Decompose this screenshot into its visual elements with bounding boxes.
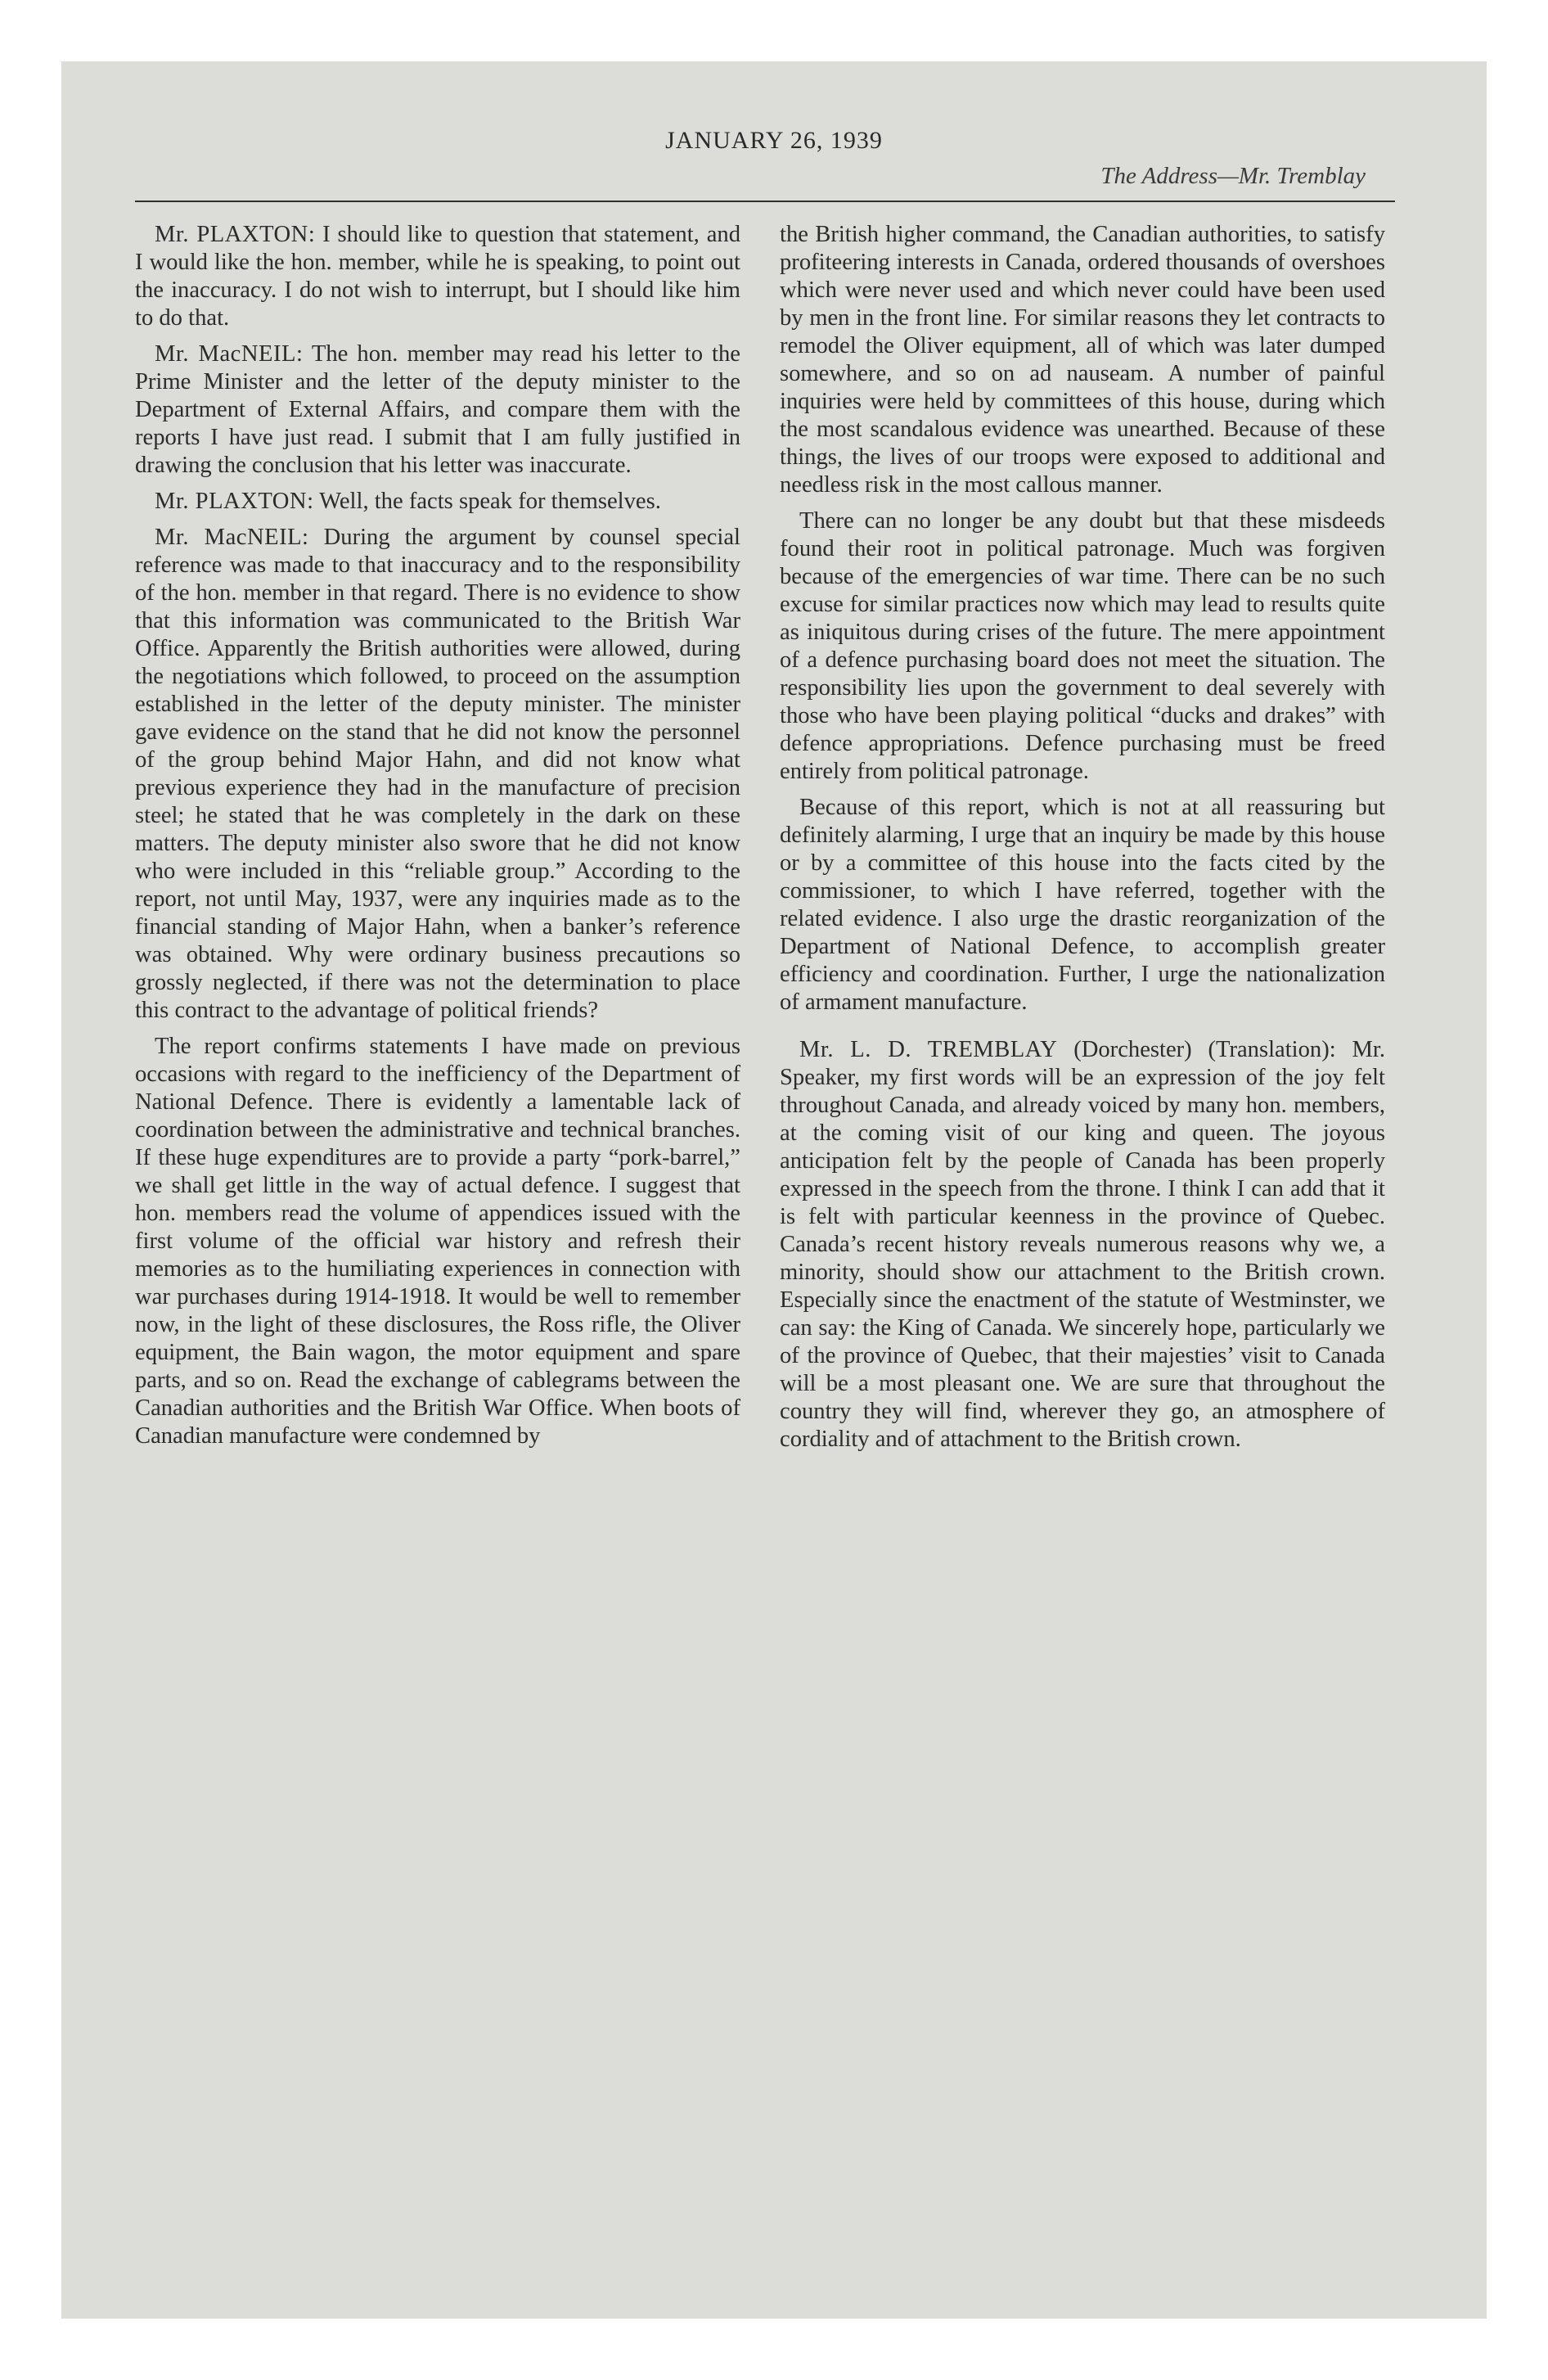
speaker-name: Mr. PLAXTON:	[155, 489, 314, 514]
paragraph-text: Because of this report, which is not at all reassuring but definitely alarming, I urge that an inquiry be made by this house or by a committee of this house into the facts cited by the commissioner, to which I have referred, together with the related evidence. I also urge the drastic reorganization of the Department of National Defence, to accomplish greater efficiency and coordination. Further, I urge the nationalization of armament manufacture.	[780, 795, 1385, 1015]
header-rule	[135, 201, 1395, 202]
left-column	[135, 221, 740, 1458]
paragraph	[780, 1036, 1385, 1454]
speaker-name: Mr. MacNEIL:	[155, 525, 309, 550]
paragraph	[780, 221, 1385, 499]
paragraph-text: During the argument by counsel special reference was made to that inaccuracy and to the responsibility of the hon. member in that regard. There is no evidence to show that this information was communicated to the British War Office. Apparently the British authorities were allowed, during the negotiations which followed, to proceed on the assumption established in the letter of the deputy minister. The minister gave evidence on the stand that he did not know the personnel of the group behind Major Hahn, and did not know what previous experience they had in the manufacture of precision steel; he stated that he was completely in the dark on these matters. The deputy minister also swore that he did not know who were included in this “reliable group.” According to the report, not until May, 1937, were any inquiries made as to the financial standing of Major Hahn, when a banker’s reference was obtained. Why were ordinary business precautions so grossly neglected, if there was not the determination to place this contract to the advantage of political friends?	[135, 525, 740, 1023]
speaker-name: Mr. PLAXTON:	[155, 222, 316, 247]
page-content	[61, 61, 1487, 2319]
paragraph	[780, 507, 1385, 786]
page-date: JANUARY 26, 1939	[665, 127, 883, 154]
paragraph-text: There can no longer be any doubt but that these misdeeds found their root in political patronage. Much was forgiven because of the emergencies of war time. There can be no such excuse for similar practices now which may lead to results quite as iniquitous during crises of the future. The mere appointment of a defence purchasing board does not meet the situation. The responsibility lies upon the government to deal severely with those who have been playing political “ducks and drakes” with defence appropriations. Defence purchasing must be freed entirely from political patronage.	[780, 508, 1385, 784]
running-head: The Address—Mr. Tremblay	[1100, 163, 1366, 189]
paragraph-text: the British higher command, the Canadian authorities, to satisfy profiteering interests in Canada, ordered thousands of overshoes which were never used and which never could have been used by men in the front line. For similar reasons they let contracts to remodel the Oliver equipment, all of which was later dumped somewhere, and so on ad nauseam. A number of painful inquiries were held by committees of this house, during which the most scandalous evidence was unearthed. Because of these things, the lives of our troops were exposed to additional and needless risk in the most callous manner.	[780, 222, 1385, 498]
scanned-page	[61, 61, 1487, 2319]
right-column	[780, 221, 1385, 1462]
paragraph-text: (Dorchester) (Translation): Mr. Speaker, my first words will be an expression of the joy felt throughout Canada, and already voiced by many hon. members, at the coming visit of our king and queen. The joyous anticipation felt by the people of Canada has been properly expressed in the speech from the throne. I think I can add that it is felt with particular keenness in the province of Quebec. Canada’s recent history reveals numerous reasons why we, a minority, should show our attachment to the British crown. Especially since the enactment of the statute of Westminster, we can say: the King of Canada. We sincerely hope, particularly we of the province of Quebec, that their majesties’ visit to Canada will be a most pleasant one. We are sure that throughout the country they will find, wherever they go, an atmosphere of cordiality and of attachment to the British crown.	[780, 1037, 1385, 1452]
paragraph-text: The hon. member may read his letter to the Prime Minister and the letter of the deputy minister to the Department of External Affairs, and compare them with the reports I have just read. I submit that I am fully justified in drawing the conclusion that his letter was inaccurate.	[135, 341, 740, 478]
speaker-name: Mr. MacNEIL:	[155, 341, 304, 367]
paragraph	[135, 221, 740, 332]
paragraph	[135, 488, 740, 516]
paragraph-text: Well, the facts speak for themselves.	[313, 489, 661, 514]
paragraph	[135, 1033, 740, 1450]
paragraph-text: The report confirms statements I have made on previous occasions with regard to the inefficiency of the Department of National Defence. There is evidently a lamentable lack of coordination between the administrative and technical branches. If these huge expenditures are to provide a party “pork-barrel,” we shall get little in the way of actual defence. I suggest that hon. members read the volume of appendices issued with the first volume of the official war history and refresh their memories as to the humiliating experiences in connection with war purchases during 1914-1918. It would be well to remember now, in the light of these disclosures, the Ross rifle, the Oliver equipment, the Bain wagon, the motor equipment and spare parts, and so on. Read the exchange of cablegrams between the Canadian authorities and the British War Office. When boots of Canadian manufacture were condemned by	[135, 1034, 740, 1449]
paragraph-text: I should like to question that statement, and I would like the hon. member, while he is speaking, to point out the inaccuracy. I do not wish to interrupt, but I should like him to do that.	[135, 222, 740, 331]
paragraph	[135, 524, 740, 1025]
paragraph	[135, 340, 740, 480]
speaker-name: Mr. L. D. TREMBLAY	[799, 1037, 1058, 1062]
paragraph	[780, 794, 1385, 1016]
